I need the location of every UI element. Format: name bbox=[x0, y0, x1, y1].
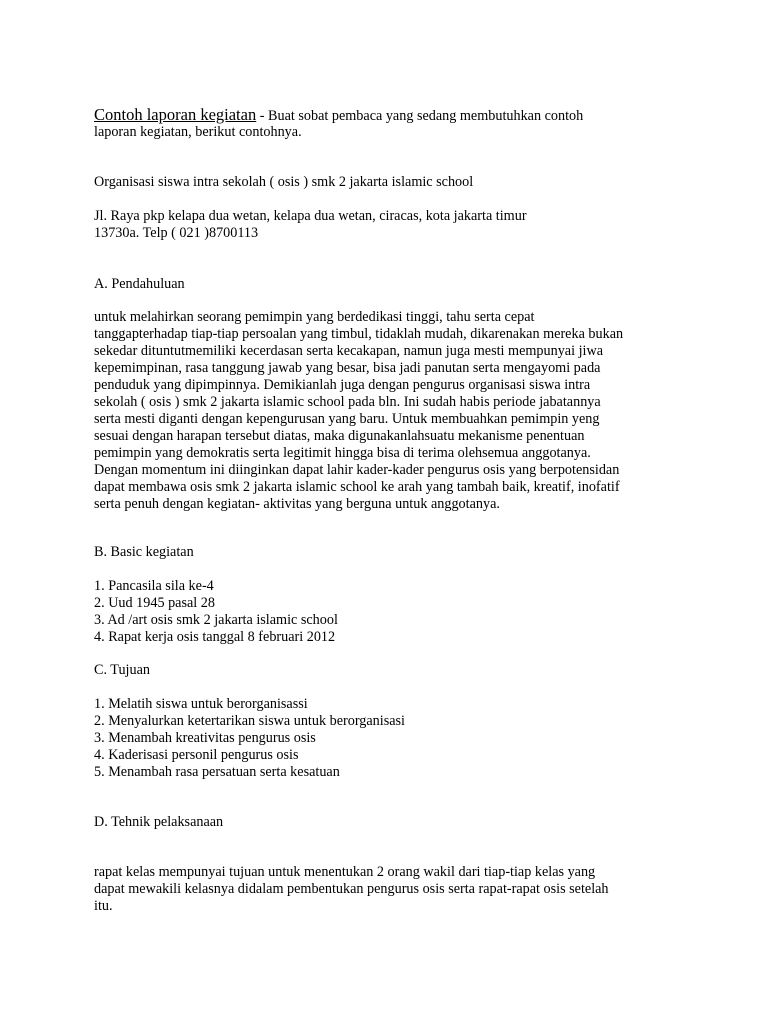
paragraph-line: itu. bbox=[94, 898, 113, 914]
paragraph-line: dapat membawa osis smk 2 jakarta islamic school ke arah yang tambah baik, kreatif, inofatif bbox=[94, 479, 620, 495]
address-line-2: 13730a. Telp ( 021 )8700113 bbox=[94, 225, 259, 241]
intro-text: - Buat sobat pembaca yang sedang membutuhkan contoh bbox=[256, 108, 584, 124]
paragraph-line: pemimpin yang demokratis serta legitimit hingga bisa di terima olehsemua anggotanya. bbox=[94, 445, 591, 461]
paragraph-line: serta penuh dengan kegiatan- aktivitas yang berguna untuk anggotanya. bbox=[94, 496, 500, 512]
intro-text-continued: laporan kegiatan, berikut contohnya. bbox=[94, 124, 302, 140]
paragraph-line: penduduk yang dipimpinnya. Demikianlah juga dengan pengurus organisasi siswa intra bbox=[94, 377, 591, 393]
paragraph-line: sekolah ( osis ) smk 2 jakarta islamic school pada bln. Ini sudah habis periode jabatannya bbox=[94, 394, 601, 410]
paragraph-line: serta mesti diganti dengan kepengurusan yang baru. Untuk membuahkan pemimpin yeng bbox=[94, 411, 600, 427]
paragraph-line: untuk melahirkan seorang pemimpin yang berdedikasi tinggi, tahu serta cepat bbox=[94, 309, 535, 325]
document-title: Contoh laporan kegiatan bbox=[94, 105, 257, 124]
paragraph-line: Dengan momentum ini diinginkan dapat lahir kader-kader pengurus osis yang berpotensidan bbox=[94, 462, 620, 478]
section-d-heading: D. Tehnik pelaksanaan bbox=[94, 814, 224, 830]
list-item: 4. Kaderisasi personil pengurus osis bbox=[94, 747, 299, 763]
list-item: 1. Pancasila sila ke-4 bbox=[94, 578, 214, 594]
list-item: 4. Rapat kerja osis tanggal 8 februari 2012 bbox=[94, 629, 336, 645]
paragraph-line: dapat mewakili kelasnya didalam pembentukan pengurus osis serta rapat-rapat osis setelah bbox=[94, 881, 609, 897]
paragraph-line: kepemimpinan, rasa tanggung jawab yang besar, bisa jadi panutan serta mengayomi pada bbox=[94, 360, 601, 376]
section-c-heading: C. Tujuan bbox=[94, 662, 150, 678]
list-item: 2. Menyalurkan ketertarikan siswa untuk berorganisasi bbox=[94, 713, 405, 729]
document-title-line bbox=[94, 106, 583, 125]
list-item: 2. Uud 1945 pasal 28 bbox=[94, 595, 215, 611]
paragraph-line: tanggapterhadap tiap-tiap persoalan yang timbul, tidaklah mudah, dikarenakan mereka bukan bbox=[94, 326, 624, 342]
list-item: 5. Menambah rasa persatuan serta kesatuan bbox=[94, 764, 340, 780]
paragraph-line: sesuai dengan harapan tersebut diatas, maka digunakanlahsuatu mekanisme penentuan bbox=[94, 428, 585, 444]
list-item: 3. Menambah kreativitas pengurus osis bbox=[94, 730, 316, 746]
list-item: 3. Ad /art osis smk 2 jakarta islamic school bbox=[94, 612, 338, 628]
section-a-heading: A. Pendahuluan bbox=[94, 276, 185, 292]
organization-name: Organisasi siswa intra sekolah ( osis ) smk 2 jakarta islamic school bbox=[94, 174, 474, 190]
paragraph-line: rapat kelas mempunyai tujuan untuk menentukan 2 orang wakil dari tiap-tiap kelas yang bbox=[94, 864, 596, 880]
paragraph-line: sekedar dituntutmemiliki kecerdasan serta kecakapan, namun juga mesti mempunyai jiwa bbox=[94, 343, 604, 359]
section-b-heading: B. Basic kegiatan bbox=[94, 544, 194, 560]
address-line-1: Jl. Raya pkp kelapa dua wetan, kelapa dua wetan, ciracas, kota jakarta timur bbox=[94, 208, 527, 224]
list-item: 1. Melatih siswa untuk berorganisassi bbox=[94, 696, 308, 712]
